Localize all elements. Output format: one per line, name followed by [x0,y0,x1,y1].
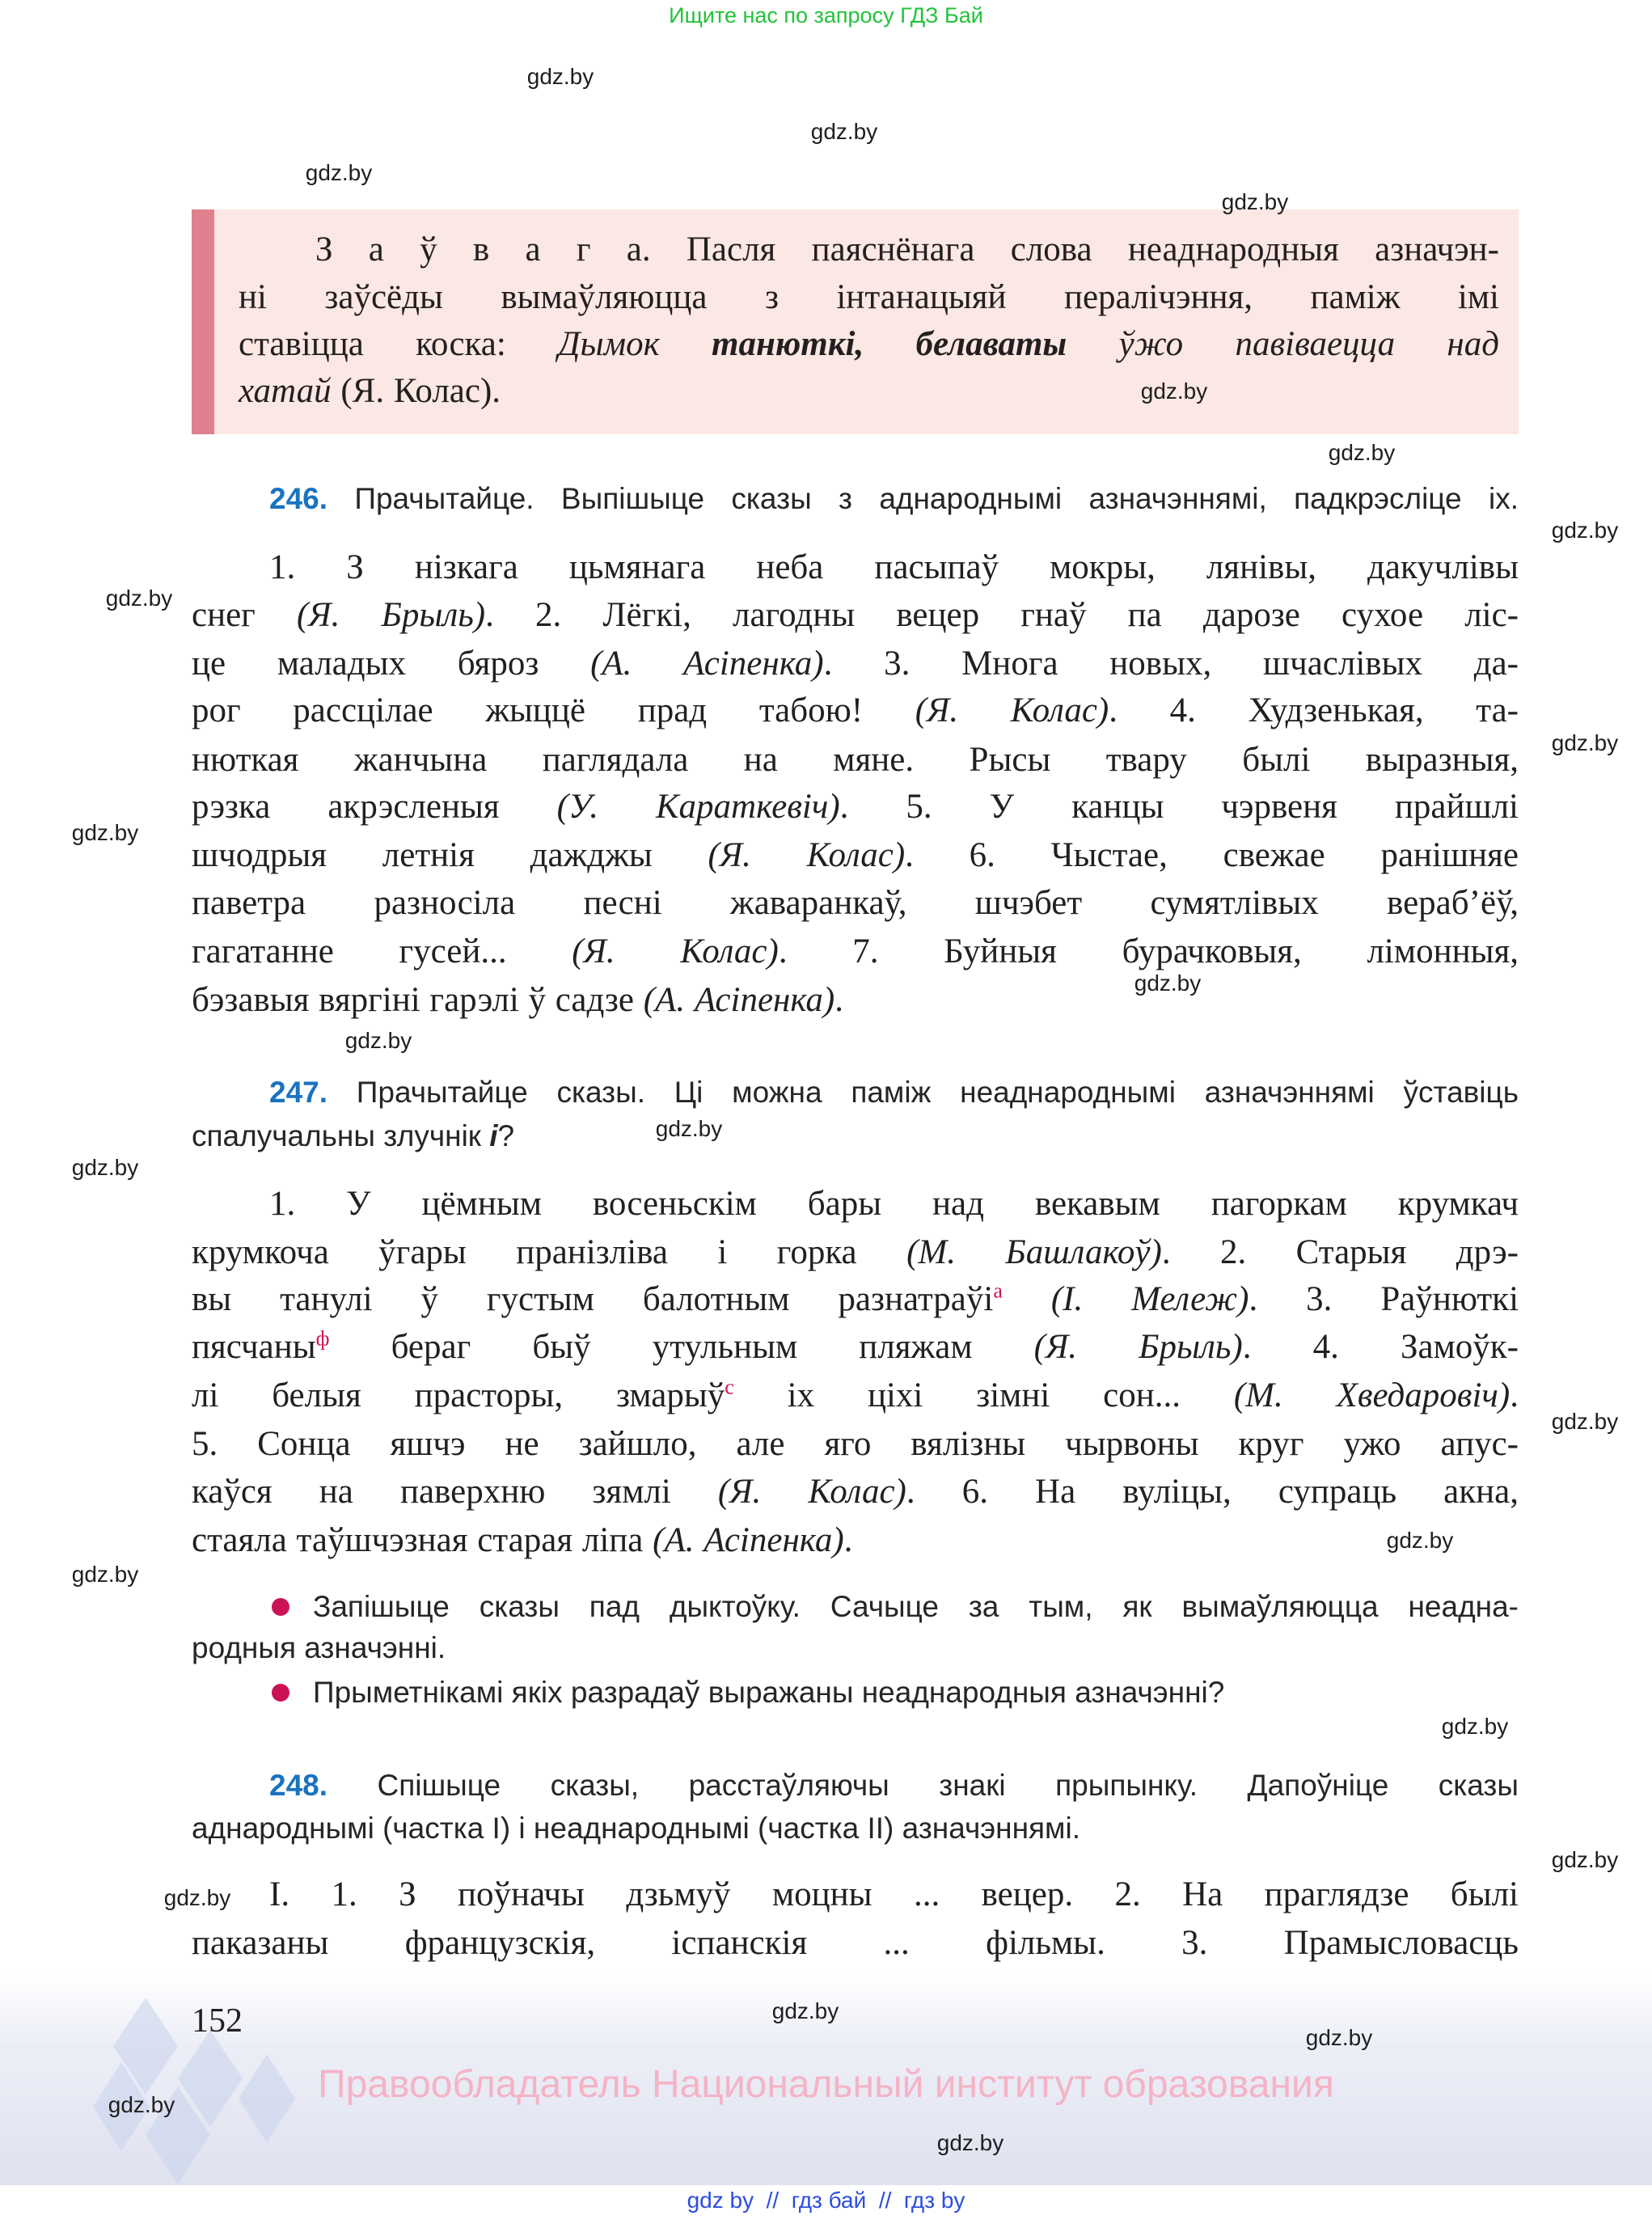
site-watermark: gdz.by [655,1116,723,1141]
footnote-marker: ф [315,1326,330,1351]
site-watermark: gdz.by [936,2130,1004,2155]
text-segment: 1. З нізкага цьмянага неба пасыпаў мокры, лянівы, дакучлівы [269,548,1519,586]
text-segment: шчодрыя летнія дажджы [192,836,708,874]
exercise-number: 246. [269,482,328,515]
site-watermark: gdz.by [71,820,139,845]
copyright-watermark: Правообладатель Национальный институт образования [318,2063,1334,2106]
exercise-247-line [192,1422,1519,1467]
italic-text: ўжо павіваецца над [1067,325,1499,363]
text-segment: каўся на паверхню зямлі [192,1473,718,1511]
footer-links[interactable]: gdz by // гдз бай // гдз by [687,2188,965,2213]
text-segment: Прыметнікамі якіх разрадаў выражаны неаднародныя азначэнні? [313,1676,1225,1709]
italic-text: (Я. Колас) [717,1473,906,1511]
site-watermark: gdz.by [810,119,878,144]
italic-text: (А. Асіпенка) [590,645,824,683]
exercise-246-line [269,545,1519,590]
text-segment: . 3. Раўнюткі [1249,1280,1519,1318]
italic-text: танюткі, белаваты [712,325,1067,363]
exercise-number: 247. [269,1076,328,1109]
italic-text: (І. Мележ) [1050,1280,1249,1318]
site-watermark: gdz.by [1441,1714,1509,1739]
italic-text: Дымок [558,325,712,363]
page-number: 152 [192,2002,243,2040]
site-watermark: gdz.by [1551,518,1619,543]
italic-text: і [489,1119,498,1152]
site-watermark: gdz.by [344,1028,412,1053]
text-segment: бераг быў утульным пляжам [329,1328,1034,1366]
exercise-246-line [192,738,1519,783]
note-line [315,227,1499,273]
text-segment: . 5. У канцы чэрвеня прайшлі [839,788,1519,826]
exercise-247-line [192,1277,1519,1322]
text-segment: нюткая жанчына паглядала на мяне. Рысы твару былі выразныя, [192,741,1519,779]
text-segment: аднароднымі (частка I) і неаднароднымі (частка II) азначэннямі. [192,1812,1080,1845]
exercise-247-instruction [192,1114,514,1159]
italic-text: (У. Караткевіч) [556,788,840,826]
text-segment: гагатанне гусей... [192,932,572,970]
text-segment: родныя азначэнні. [192,1631,446,1664]
text-segment: паказаны французскія, іспанскія ... фільмы. 3. Прамысловасць [192,1924,1519,1962]
exercise-246-line [192,929,1519,975]
text-segment: пясчаны [192,1328,316,1366]
exercise-248-line [269,1872,1519,1917]
text-segment: . [1510,1376,1519,1414]
text-segment: 1. У цёмным восеньскім бары над векавым пагоркам крумкач [269,1185,1519,1223]
site-watermark: gdz.by [71,1562,139,1587]
exercise-247-instruction [269,1070,1519,1115]
exercise-246-line [192,593,1519,638]
footnote-marker: с [725,1375,734,1399]
italic-text: хатай [239,372,332,410]
text-segment: 5. Сонца яшчэ не зайшло, але яго вялізны чырвоны круг ужо апус- [192,1425,1519,1463]
search-hint-banner: Ищите нас по запросу ГДЗ Бай [669,3,983,27]
exercise-247-line [192,1373,1519,1419]
italic-text: (Я. Брыль) [296,596,486,634]
site-watermark: gdz.by [1140,378,1208,404]
text-segment: Прачытайце. Выпішыце сказы з аднароднымі азначэннямі, падкрэсліце іх. [327,482,1519,515]
text-segment: . [843,1521,853,1559]
site-watermark: gdz.by [163,1885,231,1910]
text-segment: Запішыце сказы пад дыктоўку. Сачыце за тым, як вымаўляюцца неадна- [313,1590,1519,1623]
exercise-246-instruction [269,476,1519,522]
task-line [313,1670,1224,1715]
text-segment: Прачытайце сказы. Ці можна паміж неаднароднымі азначэннямі ўставіць [327,1076,1519,1109]
text-segment: . 4. Худзенькая, та- [1109,691,1519,729]
exercise-246-line [192,978,843,1023]
bullet-icon [272,1598,289,1616]
text-segment: . 7. Буйныя бурачковыя, лімонныя, [778,932,1519,970]
exercise-248-instruction [192,1806,1080,1851]
text-segment: бэзавыя вяргіні гарэлі ў садзе [192,981,644,1019]
text-segment: З а ў в а г а. Пасля паяснёнага слова неаднародныя азначэн- [315,230,1499,268]
exercise-247-line [192,1325,1519,1370]
text-segment: лі белыя прасторы, змарыў [192,1376,725,1414]
text-segment: це маладых бяроз [192,645,591,683]
exercise-246-line [192,641,1519,687]
site-watermark: gdz.by [1305,2025,1373,2050]
exercise-246-line [192,881,1519,926]
italic-text: (Я. Колас) [915,691,1109,729]
text-segment: іх ціхі зімні сон... [733,1376,1234,1414]
note-accent-bar [192,209,214,434]
italic-text: (М. Хведаровіч) [1233,1376,1510,1414]
task-line [313,1584,1519,1630]
site-watermark: gdz.by [305,160,373,185]
exercise-246-line [192,833,1519,878]
note-line [239,322,1499,367]
text-segment: . 3. Многа новых, шчаслівых да- [823,645,1519,683]
italic-text: (Я. Колас) [708,836,906,874]
text-segment: (Я. Колас). [331,372,501,410]
text-segment: ні заўсёды вымаўляюцца з інтанацыяй пералічэння, паміж імі [239,278,1499,316]
italic-text: (Я. Брыль) [1033,1328,1243,1366]
italic-text: (Я. Колас) [572,932,779,970]
footnote-marker: а [993,1279,1003,1303]
text-segment: . 2. Лёгкі, лагодны вецер гнаў па дарозе сухое ліс- [485,596,1519,634]
site-watermark: gdz.by [105,586,173,611]
site-watermark: gdz.by [1551,1847,1619,1872]
site-watermark: gdz.by [1221,189,1289,214]
text-segment: вы танулі ў густым балотным разнатраўі [192,1280,994,1318]
text-segment: снег [192,596,297,634]
note-line [239,275,1499,320]
exercise-248-instruction [269,1763,1519,1808]
note-line [239,369,501,414]
text-segment: . [834,981,843,1019]
italic-text: (А. Асіпенка) [643,981,835,1019]
site-watermark: gdz.by [526,64,594,89]
exercise-246-line [192,784,1519,830]
site-watermark: gdz.by [771,1998,839,2023]
exercise-246-line [192,688,1519,734]
text-segment: Спішыце сказы, расстаўляючы знакі прыпынку. Дапоўніце сказы [327,1769,1519,1802]
site-watermark: gdz.by [1328,440,1396,465]
exercise-248-line [192,1921,1519,1966]
text-segment: . 2. Старыя дрэ- [1161,1233,1519,1271]
italic-text: (А. Асіпенка) [653,1521,844,1559]
text-segment: стаяла таўшчэзная старая ліпа [192,1521,653,1559]
text-segment: . 6. Чыстае, свежае ранішняе [905,836,1519,874]
text-segment: . 6. На вуліцы, супраць акна, [906,1473,1519,1511]
text-segment: паветра разносіла песні жаваранкаў, шчэбет сумятлівых вераб’ёў, [192,884,1519,922]
text-segment: рэзка акрэсленыя [192,788,557,826]
exercise-247-line [192,1230,1519,1275]
text-segment: крумкоча ўгары пранізліва і горка [192,1233,907,1271]
site-watermark: gdz.by [108,2092,175,2117]
site-watermark: gdz.by [1134,970,1202,996]
exercise-247-line [269,1182,1519,1227]
text-segment: ? [497,1119,515,1152]
exercise-number: 248. [269,1769,328,1802]
text-segment: ставіцца коска: [239,325,559,363]
bullet-icon [272,1684,289,1702]
site-watermark: gdz.by [1551,1409,1619,1434]
text-segment [1003,1280,1051,1318]
exercise-247-line [192,1469,1519,1515]
exercise-247-line [192,1518,852,1563]
site-watermark: gdz.by [1551,730,1619,755]
text-segment: . 4. Замоўк- [1242,1328,1519,1366]
text-segment: спалучальны злучнік [192,1119,490,1152]
text-segment: рог рассцілае жыццё прад табою! [192,691,915,729]
site-watermark: gdz.by [1386,1528,1454,1553]
text-segment: I. 1. З поўначы дзьмуў моцны ... вецер. 2. На праглядзе былі [269,1875,1519,1913]
task-line [192,1626,446,1671]
site-watermark: gdz.by [71,1155,139,1180]
italic-text: (М. Башлакоў) [906,1233,1162,1271]
